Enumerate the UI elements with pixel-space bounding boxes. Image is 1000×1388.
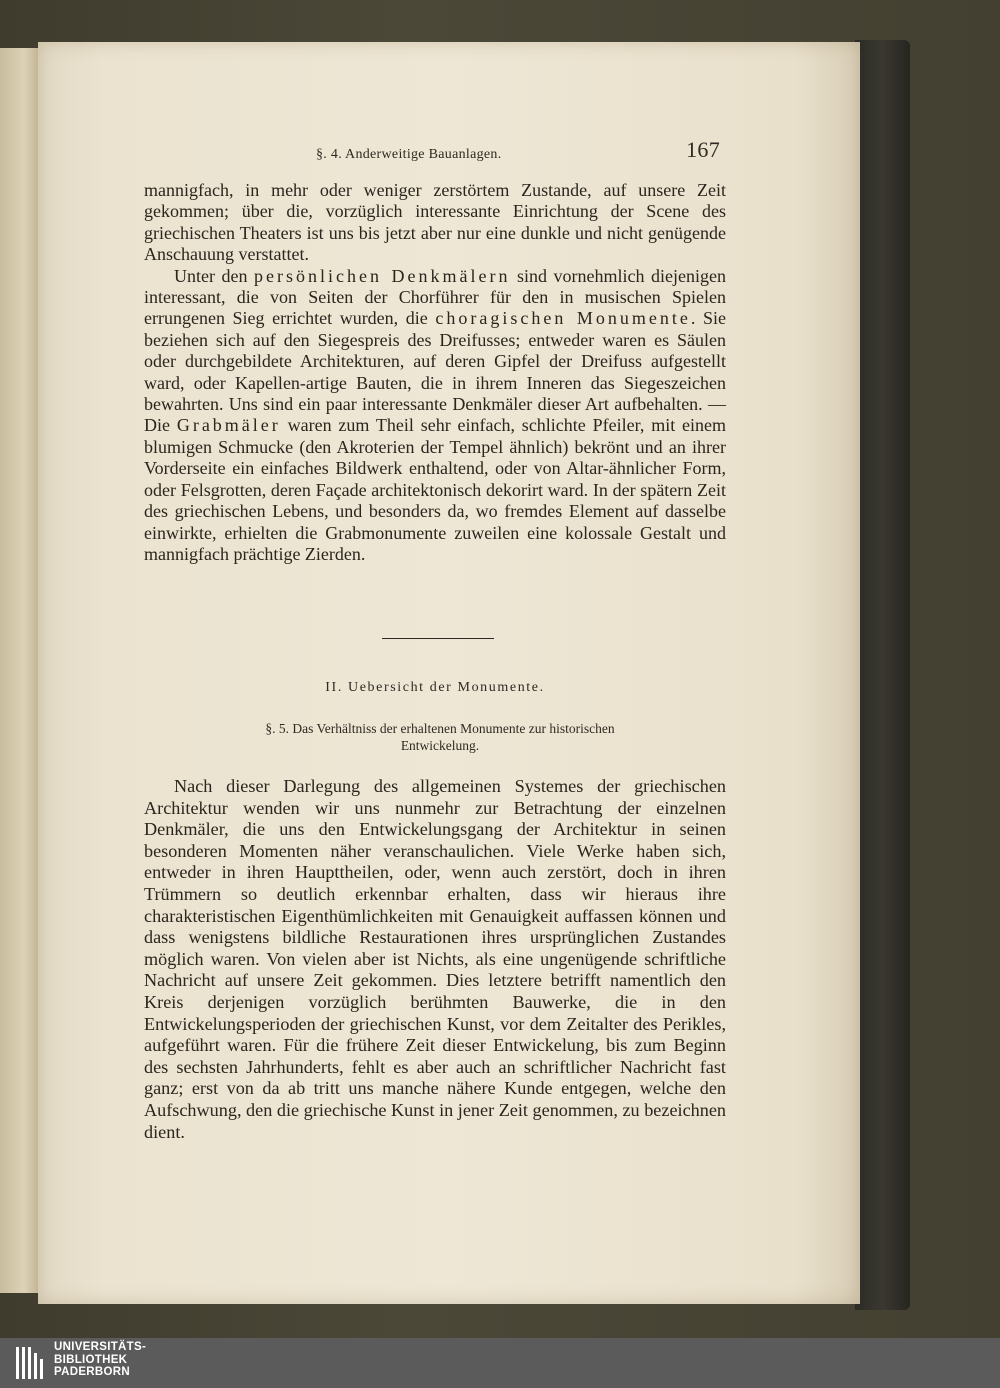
spaced-term: persönlichen Denkmälern bbox=[254, 265, 511, 286]
logo-line: UNIVERSITÄTS- bbox=[54, 1341, 147, 1353]
text-run: Unter den bbox=[174, 265, 255, 286]
library-logo-icon bbox=[14, 1343, 48, 1383]
subsection-heading bbox=[190, 720, 690, 754]
spaced-term: choragischen Monumente bbox=[435, 308, 691, 329]
text-block-1 bbox=[144, 180, 726, 565]
footer-bar bbox=[0, 1338, 1000, 1388]
section-heading: II. Uebersicht der Monumente. bbox=[325, 680, 545, 695]
paragraph: Nach dieser Darlegung des allgemeinen Systemes der griechischen Architektur wenden wir uns nunmehr zur Betrachtung der einzelnen Denkmäler, die uns den Entwickelungsgang der Architektur in seinen besonderen Momenten näher veranschaulichen. Viele Werke haben sich, entweder in ihren Haupttheilen, oder, wenn auch zerstört, doch in ihren Trümmern so deutlich erkennbar erhalten, dass wir hieraus ihre charakteristischen Eigenthümlichkeiten mit Genauigkeit auffassen können und dass wenigstens bildliche Restaurationen ihres ursprünglichen Zustandes möglich waren. Von vielen aber ist Nichts, als eine ungenügende schriftliche Nachricht auf unsere Zeit gekommen. Dies letztere betrifft namentlich den Kreis derjenigen vorzüglich berühmten Bauwerke, die in den Entwickelungsperioden der griechischen Kunst, vor dem Zeitalter des Perikles, aufgeführt waren. Für die frühere Zeit dieser Entwickelung, bis zum Beginn des sechsten Jahrhunderts, fehlt es aber auch an schriftlicher Nachricht fast ganz; erst von da ab tritt uns manche nähere Kunde entgegen, welche den Aufschwung, den die griechische Kunst in jener Zeit genommen, zu bezeichnen dient. bbox=[144, 776, 726, 1142]
text-block-2 bbox=[144, 776, 726, 1143]
running-title: §. 4. Anderweitige Bauanlagen. bbox=[316, 147, 502, 162]
logo-line: PADERBORN bbox=[54, 1366, 130, 1378]
text-run: . Sie beziehen sich auf den Siegespreis des Dreifusses; entweder waren es Säulen oder durchgebildete Architekturen, auf deren Gipfel der Dreifuss aufgestellt ward, oder Kapellen-artige Bauten, die in ihrem Inneren das Siegeszeichen bewahrten. Uns sind ein paar interessante Denkmäler dieser Art aufbehalten. — Die bbox=[144, 308, 726, 436]
subsection-heading-line: Entwickelung. bbox=[400, 738, 480, 753]
paragraph: mannigfach, in mehr oder weniger zerstörtem Zustande, auf unsere Zeit gekommen; über die, vorzüglich interessante Einrichtung der Scene des griechischen Theaters ist uns bis jetzt aber nur eine dunkle und nicht genügende Anschauung verstattet. bbox=[144, 180, 726, 265]
section-divider bbox=[382, 638, 494, 639]
text-run: waren zum Theil sehr einfach, schlichte Pfeiler, mit einem blumigen Schmucke (den Akroterien der Tempel ähnlich) bekrönt und an ihrer Vorderseite ein einfaches Bildwerk enthaltend, oder von Altar-ähnlicher Form, oder Felsgrotten, deren Façade architektonisch dekorirt ward. In der spätern Zeit des griechischen Lebens, und besonders da, wo fremdes Element auf dasselbe einwirkte, erhielten die Grabmonumente zuweilen eine kolossale Gestalt und mannigfach prächtige Zierden. bbox=[144, 415, 726, 564]
subsection-heading-line: §. 5. Das Verhältniss der erhaltenen Monumente zur historischen bbox=[265, 721, 615, 736]
book-cover-edge bbox=[855, 40, 910, 1310]
library-logo-text bbox=[54, 1341, 146, 1379]
logo-line: BIBLIOTHEK bbox=[54, 1353, 128, 1366]
page-number: 167 bbox=[686, 137, 720, 162]
text-run: sind vornehmlich diejenigen interessant, die von Seiten der Chorführer für den in musischen Spielen errungenen Sieg errichtet wurden, die bbox=[144, 265, 726, 329]
spaced-term: Grabmäler bbox=[176, 415, 281, 436]
paragraph bbox=[144, 266, 726, 566]
running-head bbox=[316, 137, 726, 167]
left-page-edge bbox=[0, 48, 41, 1293]
